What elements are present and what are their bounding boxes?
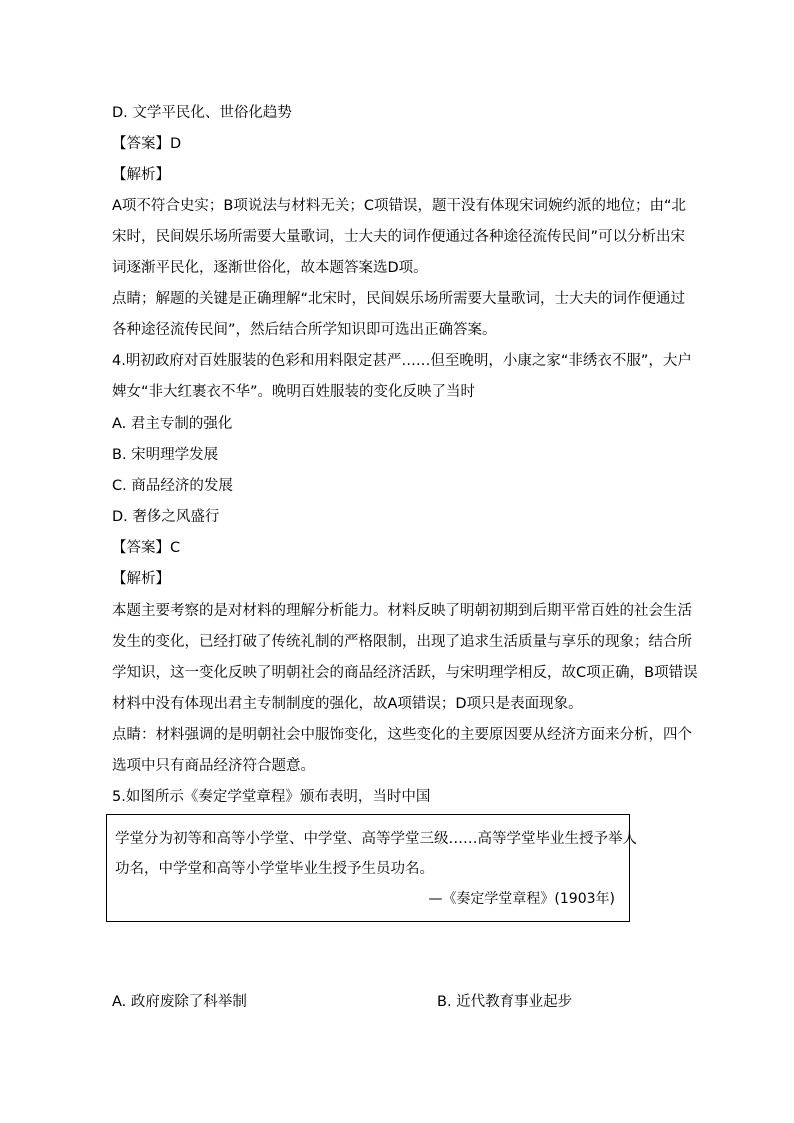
q4-option-d: D. 奢侈之风盛行: [112, 509, 220, 525]
q5-option-b: B. 近代教育事业起步: [437, 994, 573, 1010]
q4-answer: 【答案】C: [112, 540, 181, 556]
q3-analysis-line: 词逐渐平民化，逐渐世俗化，故本题答案选D项。: [112, 260, 428, 276]
q4-tip-line: 点睛：材料强调的是明朝社会中服饰变化，这些变化的主要原因要从经济方面来分析，四个: [112, 727, 692, 743]
q4-analysis-label: 【解析】: [112, 571, 170, 587]
q3-answer: 【答案】D: [112, 136, 182, 152]
q4-analysis-line: 学知识，这一变化反映了明朝社会的商品经济活跃，与宋明理学相反，故C项正确，B项错误: [112, 665, 698, 681]
q4-analysis-line: 材料中没有体现出君主专制制度的强化，故A项错误；D项只是表面现象。: [112, 696, 583, 712]
q5-option-a: A. 政府废除了科举制: [112, 994, 247, 1010]
q4-analysis-line: 发生的变化，已经打破了传统礼制的严格限制，出现了追求生活质量与享乐的现象；结合所: [112, 634, 692, 650]
q5-stem: 5.如图所示《奏定学堂章程》颁布表明，当时中国: [112, 789, 431, 805]
q5-quote-line: 功名，中学堂和高等小学堂毕业生授予生员功名。: [115, 861, 434, 877]
q3-tip-line: 点睛；解题的关键是正确理解“北宋时，民间娱乐场所需要大量歌词，士大夫的词作便通过: [112, 291, 686, 307]
q4-option-b: B. 宋明理学发展: [112, 447, 219, 463]
q4-option-c: C. 商品经济的发展: [112, 478, 233, 494]
q4-tip-line: 选项中只有商品经济符合题意。: [112, 758, 315, 774]
q5-quote-box: [106, 814, 637, 922]
q5-quote-line: 学堂分为初等和高等小学堂、中学堂、高等学堂三级……高等学堂毕业生授予举人: [115, 831, 637, 847]
q3-analysis-line: 宋时，民间娱乐场所需要大量歌词，士大夫的词作便通过各种途径流传民间”可以分析出宋: [112, 229, 686, 245]
q3-option-d: D. 文学平民化、世俗化趋势: [112, 105, 292, 121]
q5-quote-source: —《奏定学堂章程》(1903年): [428, 891, 615, 907]
q4-option-a: A. 君主专制的强化: [112, 416, 233, 432]
q3-tip-line: 各种途径流传民间”，然后结合所学知识即可选出正确答案。: [112, 322, 497, 338]
q3-analysis-label: 【解析】: [112, 167, 170, 183]
q4-analysis-line: 本题主要考察的是对材料的理解分析能力。材料反映了明朝初期到后期平常百姓的社会生活: [112, 603, 692, 619]
q3-analysis-line: A项不符合史实；B项说法与材料无关；C项错误，题干没有体现宋词婉约派的地位；由“北: [112, 198, 686, 214]
q4-stem-line: 4.明初政府对百姓服装的色彩和用料限定甚严……但至晚明，小康之家“非绣衣不服”，大户: [112, 353, 692, 369]
q4-stem-line: 婢女“非大红裹衣不华”。晚明百姓服装的变化反映了当时: [112, 384, 476, 400]
